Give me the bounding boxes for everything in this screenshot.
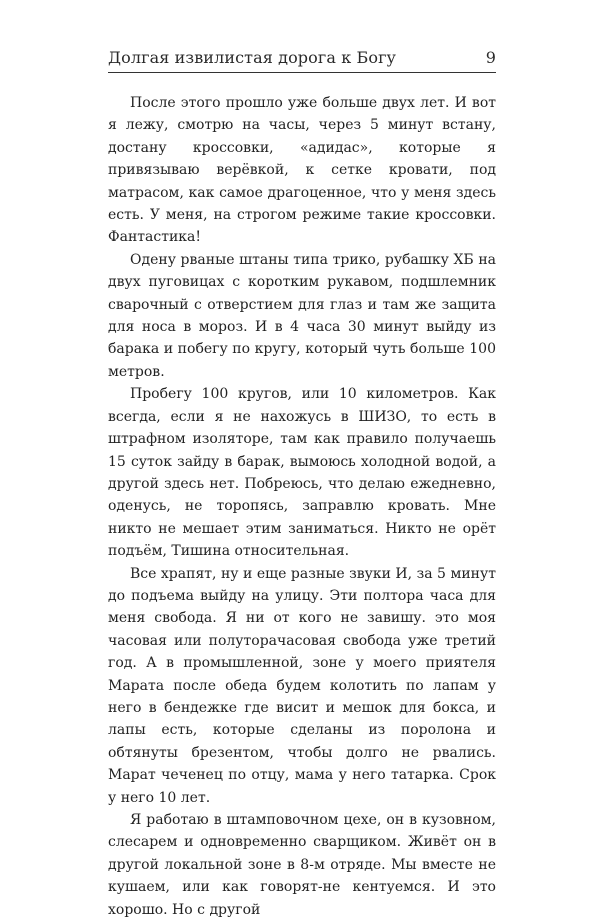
running-header — [108, 48, 496, 70]
paragraph: После этого прошло уже больше двух лет. И вот я лежу, смотрю на часы, через 5 минут встану, достану кроссовки, «адидас», которые я привязываю верёвкой, к сетке кровати, под матрасом, как самое драгоценное, что у меня здесь есть. У меня, на строгом режиме такие кроссовки. Фантастика! — [108, 95, 496, 246]
paragraph: Одену рваные штаны типа трико, рубашку ХБ на двух пуговицах с коротким рукавом, подшлемник сварочный с отверстием для глаз и там же защита для носа в мороз. И в 4 часа 30 минут выйду из барака и побегу по кругу, который чуть больше 100 метров. — [108, 251, 496, 380]
paragraph: Пробегу 100 кругов, или 10 километров. Как всегда, если я не нахожусь в ШИЗО, то есть в штрафном изоляторе, там как правило получаешь 15 суток зайду в барак, вымоюсь холодной водой, а другой здесь нет. Побреюсь, что делаю ежедневно, оденусь, не торопясь, заправлю кровать. Мне никто не мешает этим заниматься. Никто не орёт подъём, Тишина относительная. — [108, 386, 496, 560]
body-text — [108, 92, 496, 921]
book-title: Долгая извилистая дорога к Богу — [108, 48, 397, 67]
paragraph: Я работаю в штамповочном цехе, он в кузовном, слесарем и одновременно сварщиком. Живёт он в другой локальной зоне в 8-м отряде. Мы вместе не кушаем, или как говорят-не кентуемся. И это хорошо. Но с другой — [108, 812, 496, 918]
paragraph: Все храпят, ну и еще разные звуки И, за 5 минут до подъема выйду на улицу. Эти полтора часа для меня свобода. Я ни от кого не завишу. это моя часовая или полуторачасовая свобода уже третий год. А в промышленной, зоне у моего приятеля Марата после обеда будем колотить по лапам у него в бендежке где висит и мешок для бокса, и лапы есть, которые сделаны из поролона и обтянуты брезентом, чтобы долго не рвались. Марат чеченец по отцу, мама у него татарка. Срок у него 10 лет. — [108, 565, 496, 806]
header-rule — [108, 72, 496, 73]
page-number: 9 — [485, 48, 496, 67]
